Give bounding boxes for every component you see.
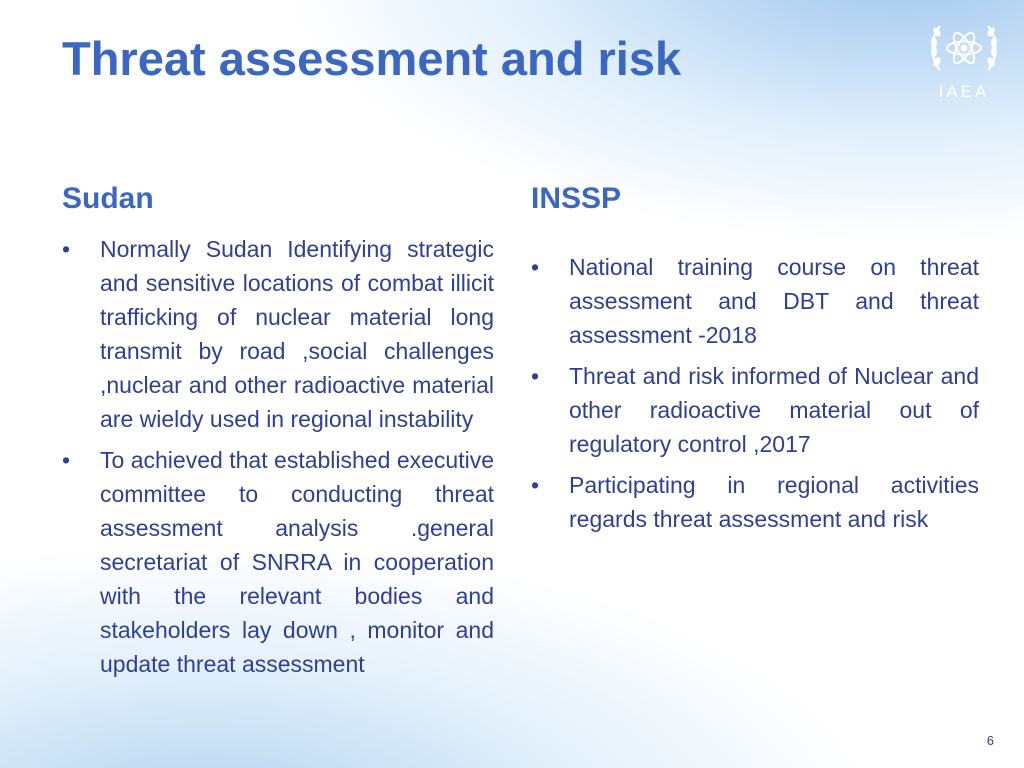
bullet-text: To achieved that established executive committee to conducting threat assessment analysis .general secretariat of SNRRA in cooperation with the relevant bodies and stakeholders lay down , monitor and update threat assessment	[100, 447, 494, 677]
bullet-text: National training course on threat assessment and DBT and threat assessment -2018	[569, 254, 979, 348]
list-item	[62, 232, 494, 436]
list-item	[531, 468, 979, 536]
bullet-icon: •	[62, 236, 71, 262]
page-number: 6	[986, 733, 994, 748]
bullet-icon: •	[531, 254, 540, 280]
list-item	[531, 359, 979, 461]
sudan-bullet-list	[62, 232, 494, 681]
inssp-bullet-list	[531, 250, 979, 536]
inssp-column	[531, 180, 979, 543]
bullet-text: Threat and risk informed of Nuclear and other radioactive material out of regulatory control ,2017	[569, 363, 979, 457]
bullet-icon: •	[531, 472, 540, 498]
iaea-logo	[926, 18, 1002, 108]
bullet-icon: •	[62, 447, 71, 473]
list-item	[62, 443, 494, 681]
bullet-text: Participating in regional activities regards threat assessment and risk	[569, 472, 979, 532]
iaea-atom-laurel-icon	[928, 18, 1000, 78]
logo-text: IAEA	[938, 82, 990, 101]
list-item	[531, 250, 979, 352]
inssp-heading: INSSP	[531, 182, 622, 215]
slide-title: Threat assessment and risk	[62, 32, 682, 85]
bullet-icon: •	[531, 363, 540, 389]
sudan-column	[62, 180, 494, 688]
sudan-heading: Sudan	[62, 182, 154, 215]
bullet-text: Normally Sudan Identifying strategic and sensitive locations of combat illicit trafficking of nuclear material long transmit by road ,social challenges ,nuclear and other radioactive material are wieldy used in regional instability	[100, 236, 494, 432]
